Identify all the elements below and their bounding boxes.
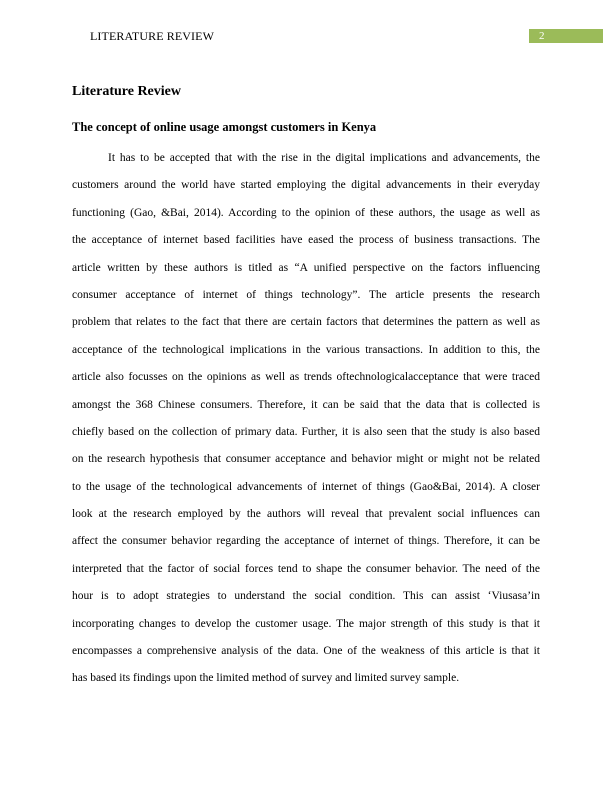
body-line: functioning (Gao, &Bai, 2014). According to the opinion of these authors, the usage as well as [72,206,540,219]
subsection-title: The concept of online usage amongst customers in Kenya [72,120,377,134]
body-line: article also focusses on the opinions as well as trends oftechnologicalacceptance that were traced [72,371,540,384]
body-line: affect the consumer behavior regarding the acceptance of internet of things. Therefore, it can be [72,535,540,548]
body-paragraph [72,145,540,693]
body-line: It has to be accepted that with the rise in the digital implications and advancements, the [108,152,540,164]
page-number: 2 [539,30,545,42]
section-title: Literature Review [72,84,181,99]
body-line: acceptance of the technological implications in the various transactions. In addition to this, the [72,343,540,356]
document-content [72,83,540,685]
body-line: the acceptance of internet based facilities have eased the process of business transactions. The [72,234,540,247]
page-number-bar [529,29,603,43]
body-line: consumer acceptance of internet of things technology”. The article presents the research [72,288,540,301]
body-line: look at the research employed by the authors will reveal that prevalent social influences can [72,508,540,521]
running-head: LITERATURE REVIEW [90,29,215,43]
body-line: hour is to adopt strategies to understand the social condition. This can assist ‘Viusasa’in [72,590,540,603]
body-line: chiefly based on the collection of primary data. Further, it is also seen that the study is also based [72,425,540,438]
body-line: on the research hypothesis that consumer acceptance and behavior might or might not be related [72,453,540,466]
body-line: encompasses a comprehensive analysis of the data. One of the weakness of this article is that it [72,645,540,658]
body-line: interpreted that the factor of social forces tend to shape the consumer behavior. The need of the [72,562,540,575]
body-line: customers around the world have started employing the digital advancements in their everyday [72,179,540,192]
page-header [0,0,612,50]
body-line: article written by these authors is titled as “A unified perspective on the factors influencing [72,261,540,274]
body-line: problem that relates to the fact that there are certain factors that determines the pattern as well as [72,316,540,329]
body-line: to the usage of the technological advancements of internet of things (Gao&Bai, 2014). A closer [72,480,540,493]
body-line: has based its findings upon the limited method of survey and limited survey sample. [72,672,460,685]
body-line: amongst the 368 Chinese consumers. Therefore, it can be said that the data that is collected is [72,398,540,411]
body-line: incorporating changes to develop the customer usage. The major strength of this study is that it [72,617,540,630]
